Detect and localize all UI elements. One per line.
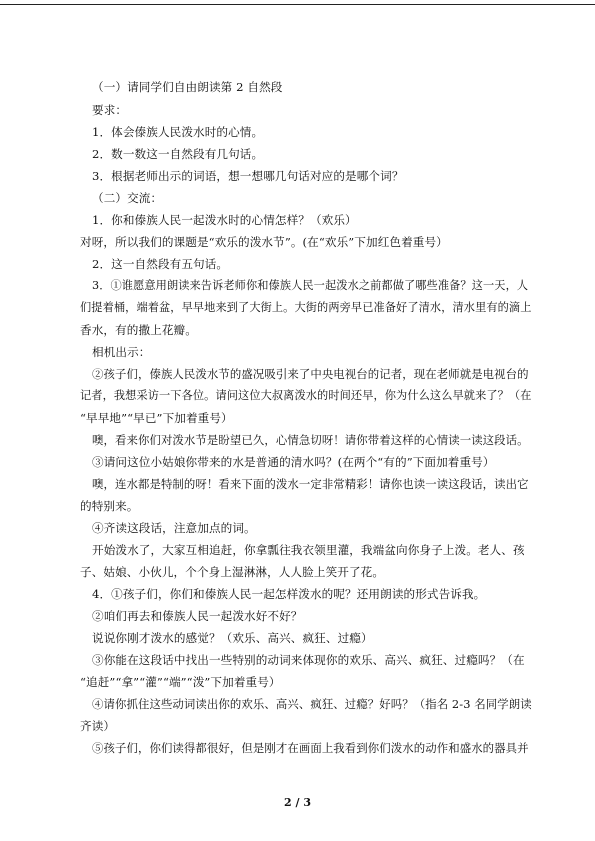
paragraph-line: 噢，看来你们对泼水节是盼望已久，心情急切呀！请你带着这样的心情读一读这段话。 [92, 433, 529, 447]
requirement-item: 3．根据老师出示的词语，想一想哪几句话对应的是哪个词？ [92, 169, 404, 183]
paragraph-line: “早早地”“早已”下加着重号） [80, 411, 233, 425]
page-number: 2 / 3 [284, 796, 311, 809]
paragraph-line: 4．①孩子们，你们和傣族人民一起怎样泼水的呢？还用朗读的形式告诉我。 [92, 587, 486, 601]
paragraph-line: 香水，有的撒上花瓣。 [80, 323, 197, 337]
paragraph-line: 说说你刚才泼水的感觉？（欢乐、高兴、疯狂、过瘾） [92, 631, 373, 645]
paragraph-line: 的特别来。 [80, 499, 139, 513]
requirements-label: 要求： [92, 103, 128, 117]
paragraph-line: ④请你抓住这些动词读出你的欢乐、高兴、疯狂、过瘾？好吗？（指名 2-3 名同学朗读 [92, 697, 532, 711]
paragraph-line: 齐读） [80, 719, 116, 733]
paragraph-line: 2．这一自然段有五句话。 [92, 257, 229, 271]
paragraph-line: ②孩子们，傣族人民泼水节的盛况吸引来了中央电视台的记者，现在老师就是电视台的 [92, 367, 529, 381]
paragraph-line: 1．你和傣族人民一起泼水时的心情怎样？（欢乐） [92, 213, 357, 227]
paragraph-line: 们提着桶，端着盆，早早地来到了大街上。大街的两旁早已准备好了清水，清水里有的滴上 [80, 301, 532, 314]
paragraph-line: ③你能在这段话中找出一些特别的动词来体现你的欢乐、高兴、疯狂、过瘾吗？（在 [92, 653, 525, 667]
paragraph-line: 开始泼水了，大家互相追赶，你拿瓢往我衣领里灌，我端盆向你身子上泼。老人、孩 [92, 543, 525, 557]
paragraph-line: 相机出示： [92, 345, 151, 359]
paragraph-line: 3．①谁愿意用朗读来告诉老师你和傣族人民一起泼水之前都做了哪些准备？这一天，人 [92, 279, 529, 292]
paragraph-line: ②咱们再去和傣族人民一起泼水好不好？ [92, 609, 303, 623]
section-heading-exchange: （二）交流： [92, 191, 163, 205]
paragraph-line: 记者，我想采访一下各位。请问这位大叔离泼水的时间还早，你为什么这么早就来了？（在 [80, 389, 532, 402]
paragraph-line: ③请问这位小姑娘你带来的水是普通的清水吗？(在两个“有的”下面加着重号） [92, 455, 495, 469]
paragraph-line: 子、姑娘、小伙儿，个个身上湿淋淋，人人脸上笑开了花。 [80, 565, 385, 579]
paragraph-line: 噢，连水都是特制的呀！看来下面的泼水一定非常精彩！请你也读一读这段话，读出它 [92, 477, 529, 491]
paragraph-line: ⑤孩子们，你们读得都很好，但是刚才在画面上我看到你们泼水的动作和盛水的器具并 [92, 741, 529, 755]
paragraph-line: 对呀，所以我们的课题是“欢乐的泼水节”。(在“欢乐”下加红色着重号） [80, 235, 448, 249]
requirement-item: 1．体会傣族人民泼水时的心情。 [92, 125, 264, 139]
section-heading-read: （一）请同学们自由朗读第 2 自然段 [92, 80, 283, 94]
paragraph-line: “追赶”“拿”“灌”“端”“泼”下加着重号） [80, 675, 281, 689]
requirement-item: 2．数一数这一自然段有几句话。 [92, 147, 264, 161]
paragraph-line: ④齐读这段话，注意加点的词。 [92, 521, 256, 535]
